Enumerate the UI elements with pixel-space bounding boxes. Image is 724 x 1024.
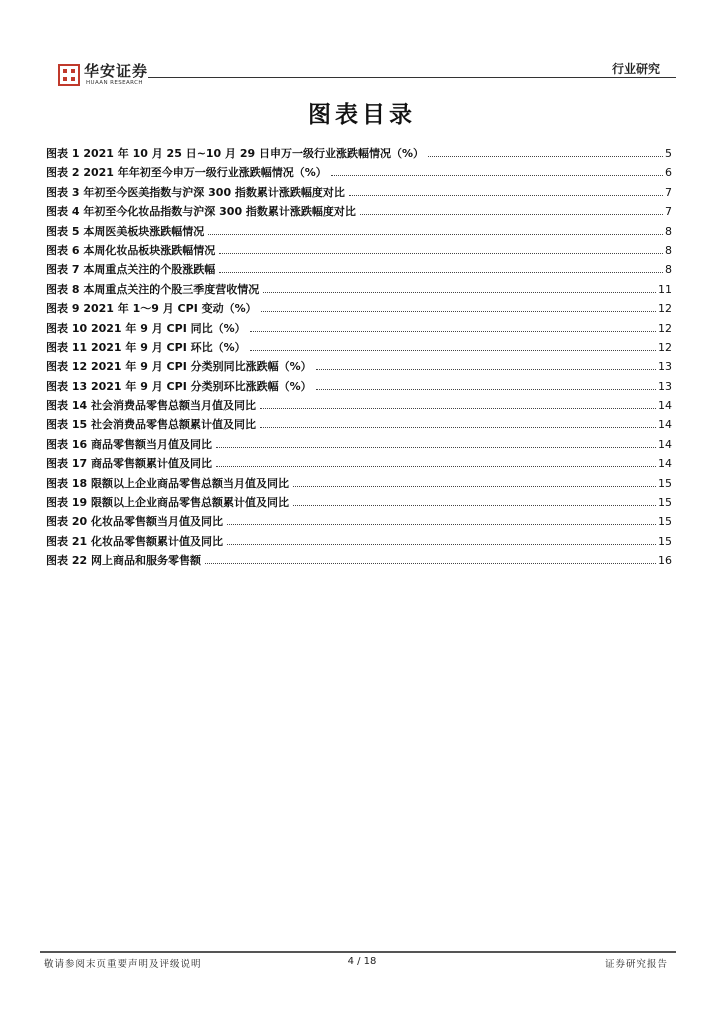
toc-leader-dots: [349, 194, 663, 196]
toc-entry[interactable]: [46, 455, 672, 474]
toc-entry-page[interactable]: 8: [665, 263, 672, 277]
toc-entry-page[interactable]: 14: [658, 457, 672, 471]
logo-subtext: HUAAN RESEARCH: [86, 80, 143, 86]
toc-entry[interactable]: [46, 494, 672, 513]
toc-leader-dots: [227, 523, 656, 525]
toc-entry-label[interactable]: 图表 2 2021 年年初至今申万一级行业涨跌幅情况（%）: [46, 166, 327, 180]
toc-leader-dots: [250, 330, 656, 332]
toc-entry[interactable]: [46, 552, 672, 571]
page-number: 4 / 18: [347, 956, 377, 967]
toc-entry-page[interactable]: 15: [658, 496, 672, 510]
toc-entry[interactable]: [46, 242, 672, 261]
toc-entry-label[interactable]: 图表 7 本周重点关注的个股涨跌幅: [46, 263, 216, 277]
toc-entry-label[interactable]: 图表 1 2021 年 10 月 25 日~10 月 29 日申万一级行业涨跌幅情况（%）: [46, 147, 425, 160]
toc-entry-label[interactable]: 图表 12 2021 年 9 月 CPI 分类别同比涨跌幅（%）: [46, 360, 312, 374]
toc-leader-dots: [227, 543, 656, 545]
toc-entry[interactable]: [46, 513, 672, 532]
toc-entry-label[interactable]: 图表 14 社会消费品零售总额当月值及同比: [46, 399, 256, 413]
toc-entry-label[interactable]: 图表 16 商品零售额当月值及同比: [46, 437, 212, 451]
toc-leader-dots: [316, 368, 656, 370]
toc-entry-label[interactable]: 图表 13 2021 年 9 月 CPI 分类别环比涨跌幅（%）: [46, 379, 312, 393]
toc-entry-page[interactable]: 16: [658, 554, 672, 568]
logo-text: 华安证券: [84, 62, 149, 80]
toc-entry-label[interactable]: 图表 21 化妆品零售额累计值及同比: [46, 534, 223, 548]
toc-leader-dots: [219, 271, 663, 273]
toc-entry-label[interactable]: 图表 15 社会消费品零售总额累计值及同比: [46, 418, 256, 432]
toc-leader-dots: [428, 155, 663, 157]
toc-leader-dots: [216, 446, 656, 448]
table-of-figures: [46, 145, 672, 572]
toc-leader-dots: [360, 213, 663, 215]
toc-entry-page[interactable]: 13: [658, 379, 672, 393]
toc-entry-label[interactable]: 图表 3 年初至今医美指数与沪深 300 指数累计涨跌幅度对比: [46, 185, 345, 199]
toc-entry[interactable]: [46, 261, 672, 280]
toc-entry[interactable]: [46, 281, 672, 300]
toc-entry-page[interactable]: 6: [665, 166, 672, 180]
toc-entry-label[interactable]: 图表 11 2021 年 9 月 CPI 环比（%）: [46, 340, 246, 354]
section-label: 行业研究: [611, 62, 660, 76]
toc-entry-page[interactable]: 13: [658, 360, 672, 374]
toc-entry-page[interactable]: 14: [658, 437, 672, 451]
toc-leader-dots: [208, 233, 663, 235]
toc-entry[interactable]: [46, 533, 672, 552]
toc-entry-page[interactable]: 12: [658, 321, 672, 335]
toc-entry[interactable]: [46, 184, 672, 203]
page-title: 图表目录: [308, 101, 416, 128]
toc-entry-page[interactable]: 7: [665, 185, 672, 199]
toc-leader-dots: [261, 310, 656, 312]
toc-entry[interactable]: [46, 397, 672, 416]
toc-entry-page[interactable]: 14: [658, 418, 672, 432]
toc-entry-page[interactable]: 15: [658, 476, 672, 490]
toc-leader-dots: [331, 174, 663, 176]
header-divider: [148, 77, 676, 78]
toc-leader-dots: [263, 291, 656, 293]
toc-leader-dots: [205, 562, 656, 564]
toc-entry-label[interactable]: 图表 6 本周化妆品板块涨跌幅情况: [46, 243, 216, 257]
toc-leader-dots: [293, 485, 656, 487]
toc-leader-dots: [293, 504, 656, 506]
toc-entry[interactable]: [46, 223, 672, 242]
toc-leader-dots: [260, 426, 656, 428]
toc-entry[interactable]: [46, 320, 672, 339]
toc-entry-page[interactable]: 12: [658, 302, 672, 316]
toc-entry-page[interactable]: 15: [658, 515, 672, 529]
toc-entry[interactable]: [46, 339, 672, 358]
toc-entry-page[interactable]: 5: [665, 147, 672, 160]
toc-entry[interactable]: [46, 378, 672, 397]
toc-leader-dots: [260, 407, 656, 409]
toc-leader-dots: [316, 388, 656, 390]
toc-entry-label[interactable]: 图表 18 限额以上企业商品零售总额当月值及同比: [46, 476, 289, 490]
toc-entry-label[interactable]: 图表 17 商品零售额累计值及同比: [46, 457, 212, 471]
toc-entry[interactable]: [46, 358, 672, 377]
toc-entry[interactable]: [46, 416, 672, 435]
toc-entry-label[interactable]: 图表 4 年初至今化妆品指数与沪深 300 指数累计涨跌幅度对比: [46, 205, 356, 219]
toc-entry-label[interactable]: 图表 5 本周医美板块涨跌幅情况: [46, 224, 205, 238]
toc-entry-label[interactable]: 图表 20 化妆品零售额当月值及同比: [46, 515, 223, 529]
toc-entry-label[interactable]: 图表 8 本周重点关注的个股三季度营收情况: [46, 282, 260, 296]
toc-leader-dots: [219, 252, 663, 254]
toc-entry-label[interactable]: 图表 22 网上商品和服务零售额: [46, 554, 201, 568]
toc-entry-page[interactable]: 8: [665, 243, 672, 257]
toc-entry[interactable]: [46, 203, 672, 222]
toc-entry[interactable]: [46, 475, 672, 494]
toc-entry-page[interactable]: 11: [658, 282, 672, 296]
toc-entry-label[interactable]: 图表 10 2021 年 9 月 CPI 同比（%）: [46, 321, 246, 335]
toc-entry-page[interactable]: 7: [665, 205, 672, 219]
toc-entry-page[interactable]: 14: [658, 399, 672, 413]
toc-entry[interactable]: [46, 164, 672, 183]
footer-disclaimer: 敬请参阅末页重要声明及评级说明: [44, 959, 202, 970]
page-header: [48, 56, 676, 90]
toc-entry[interactable]: [46, 436, 672, 455]
toc-leader-dots: [216, 465, 656, 467]
toc-entry[interactable]: [46, 145, 672, 164]
toc-entry-page[interactable]: 12: [658, 340, 672, 354]
footer-divider: [40, 951, 676, 953]
footer-report-type: 证券研究报告: [604, 959, 668, 970]
toc-leader-dots: [250, 349, 656, 351]
toc-entry-page[interactable]: 15: [658, 534, 672, 548]
toc-entry-label[interactable]: 图表 19 限额以上企业商品零售总额累计值及同比: [46, 496, 289, 510]
toc-entry-label[interactable]: 图表 9 2021 年 1～9 月 CPI 变动（%）: [46, 302, 257, 316]
huaan-logo-icon: [58, 64, 80, 86]
toc-entry[interactable]: [46, 300, 672, 319]
toc-entry-page[interactable]: 8: [665, 224, 672, 238]
